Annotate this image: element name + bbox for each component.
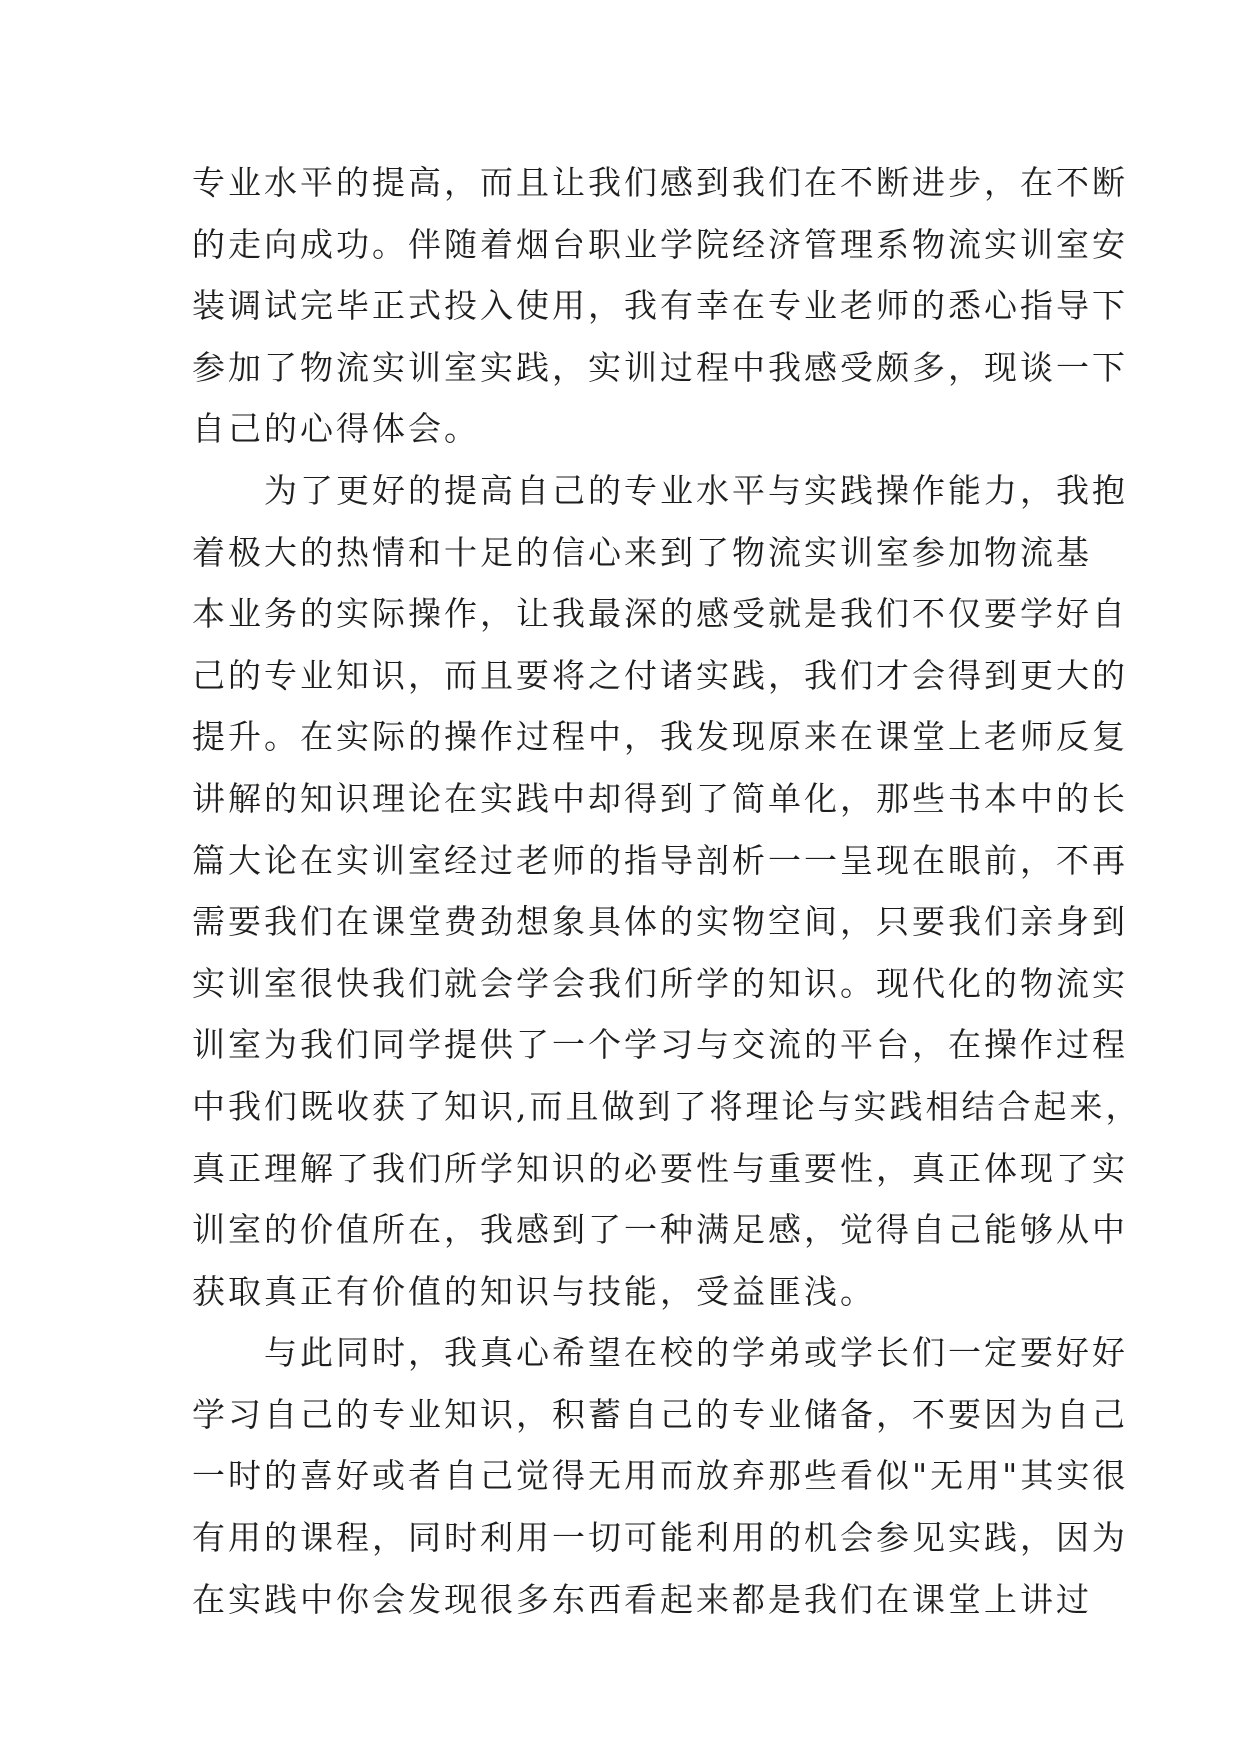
paragraph-2-line: 着极大的热情和十足的信心来到了物流实训室参加物流基 [192,532,1092,572]
paragraph-2-line: 篇大论在实训室经过老师的指导剖析一一呈现在眼前，不再 [192,840,1128,880]
paragraph-1-line: 装调试完毕正式投入使用，我有幸在专业老师的悉心指导下 [192,286,1128,326]
paragraph-2-first-line: 为了更好的提高自己的专业水平与实践操作能力，我抱 [264,470,1128,510]
paragraph-2-line: 获取真正有价值的知识与技能，受益匪浅。 [192,1271,876,1311]
paragraph-2-line: 实训室很快我们就会学会我们所学的知识。现代化的物流实 [192,963,1128,1003]
paragraph-3-line: 有用的课程，同时利用一切可能利用的机会参见实践，因为 [192,1518,1128,1558]
paragraph-3-line: 在实践中你会发现很多东西看起来都是我们在课堂上讲过 [192,1579,1092,1619]
document-body [192,152,1142,1630]
paragraph-2-line: 己的专业知识，而且要将之付诸实践，我们才会得到更大的 [192,655,1128,695]
paragraph-2-line: 讲解的知识理论在实践中却得到了简单化，那些书本中的长 [192,778,1128,818]
paragraph-2-line: 训室为我们同学提供了一个学习与交流的平台，在操作过程 [192,1025,1128,1065]
paragraph-2-line: 训室的价值所在，我感到了一种满足感，觉得自己能够从中 [192,1210,1128,1250]
paragraph-1-line: 专业水平的提高，而且让我们感到我们在不断进步，在不断 [192,163,1128,202]
paragraph-1-line: 的走向成功。伴随着烟台职业学院经济管理系物流实训室安 [192,224,1128,264]
paragraph-1-line: 自己的心得体会。 [192,409,480,449]
paragraph-3-line: 学习自己的专业知识，积蓄自己的专业储备，不要因为自己 [192,1394,1128,1434]
paragraph-2-line: 本业务的实际操作，让我最深的感受就是我们不仅要学好自 [192,594,1128,634]
paragraph-2-line: 真正理解了我们所学知识的必要性与重要性，真正体现了实 [192,1148,1128,1188]
paragraph-2-line: 需要我们在课堂费劲想象具体的实物空间，只要我们亲身到 [192,902,1128,942]
paragraph-1-line: 参加了物流实训室实践，实训过程中我感受颇多，现谈一下 [192,347,1128,387]
paragraph-3-line: 一时的喜好或者自己觉得无用而放弃那些看似"无用"其实很 [192,1456,1129,1496]
paragraph-2-line: 中我们既收获了知识,而且做到了将理论与实践相结合起来， [192,1086,1142,1126]
paragraph-3-first-line: 与此同时，我真心希望在校的学弟或学长们一定要好好 [264,1333,1128,1373]
paragraph-2-line: 提升。在实际的操作过程中，我发现原来在课堂上老师反复 [192,717,1128,757]
